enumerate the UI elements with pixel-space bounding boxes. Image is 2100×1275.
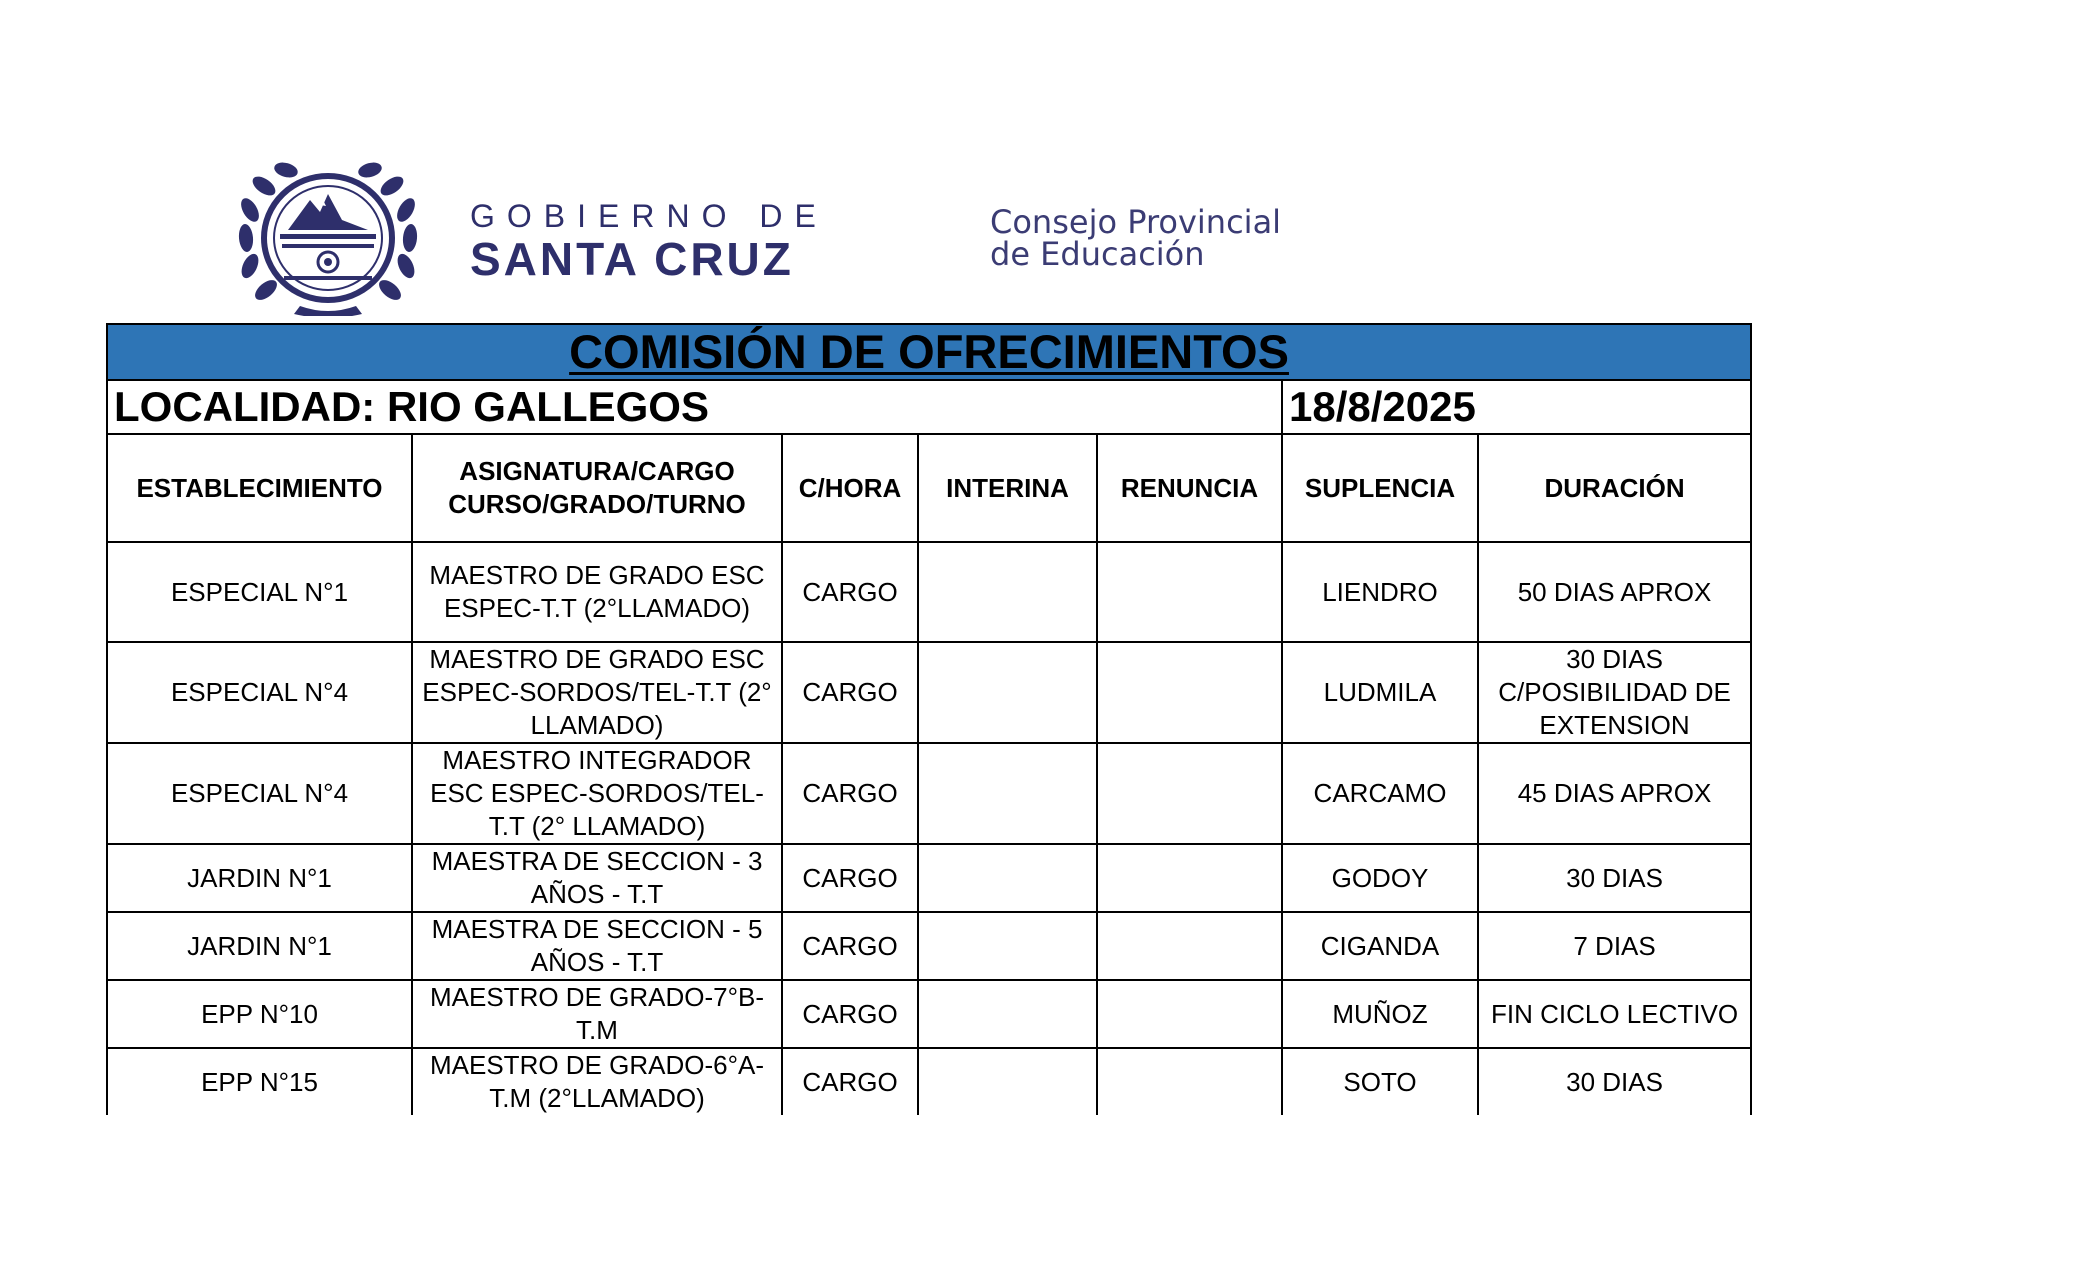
cell-renuncia [1097, 1048, 1282, 1115]
cell-interina [918, 912, 1097, 980]
cell-establecimiento: ESPECIAL N°4 [107, 642, 412, 743]
offer-date: 18/8/2025 [1282, 380, 1751, 434]
cell-establecimiento: ESPECIAL N°4 [107, 743, 412, 844]
offers-sheet [106, 323, 1750, 1115]
cell-asignatura: MAESTRO DE GRADO-7°B-T.M [412, 980, 782, 1048]
cell-interina [918, 844, 1097, 912]
table-row [107, 844, 1751, 912]
cell-duracion: 30 DIAS [1478, 844, 1751, 912]
cell-duracion: 45 DIAS APROX [1478, 743, 1751, 844]
cell-chora: CARGO [782, 980, 918, 1048]
cell-renuncia [1097, 542, 1282, 642]
cell-chora: CARGO [782, 743, 918, 844]
document-header [230, 160, 1430, 320]
title-cell [107, 324, 1751, 380]
government-logo-line1: GOBIERNO DE [470, 198, 828, 234]
cell-establecimiento: ESPECIAL N°1 [107, 542, 412, 642]
government-logo [470, 198, 828, 285]
cell-duracion: 7 DIAS [1478, 912, 1751, 980]
cell-establecimiento: JARDIN N°1 [107, 912, 412, 980]
locality-row [107, 380, 1751, 434]
column-header: ASIGNATURA/CARGO CURSO/GRADO/TURNO [412, 434, 782, 542]
cell-asignatura: MAESTRO INTEGRADOR ESC ESPEC-SORDOS/TEL-T.T (2° LLAMADO) [412, 743, 782, 844]
column-header: RENUNCIA [1097, 434, 1282, 542]
cell-interina [918, 980, 1097, 1048]
locality-label: LOCALIDAD: RIO GALLEGOS [107, 380, 1282, 434]
council-logo-line1: Consejo Provincial [990, 203, 1282, 241]
cell-suplencia: MUÑOZ [1282, 980, 1478, 1048]
government-logo-line2: SANTA CRUZ [470, 233, 794, 285]
education-council-logo [990, 203, 1282, 273]
cell-asignatura: MAESTRA DE SECCION - 5 AÑOS - T.T [412, 912, 782, 980]
provincial-seal-icon [230, 160, 426, 316]
cell-suplencia: CARCAMO [1282, 743, 1478, 844]
offers-table [106, 323, 1752, 1115]
cell-chora: CARGO [782, 542, 918, 642]
column-header: ESTABLECIMIENTO [107, 434, 412, 542]
sheet-title: COMISIÓN DE OFRECIMIENTOS [569, 325, 1289, 378]
cell-interina [918, 642, 1097, 743]
title-row [107, 324, 1751, 380]
column-header: SUPLENCIA [1282, 434, 1478, 542]
table-row [107, 642, 1751, 743]
column-header: DURACIÓN [1478, 434, 1751, 542]
cell-renuncia [1097, 912, 1282, 980]
cell-interina [918, 743, 1097, 844]
cell-suplencia: SOTO [1282, 1048, 1478, 1115]
cell-renuncia [1097, 844, 1282, 912]
cell-asignatura: MAESTRO DE GRADO ESC ESPEC-SORDOS/TEL-T.T (2° LLAMADO) [412, 642, 782, 743]
cell-suplencia: GODOY [1282, 844, 1478, 912]
table-row [107, 743, 1751, 844]
cell-interina [918, 1048, 1097, 1115]
cell-chora: CARGO [782, 1048, 918, 1115]
table-row [107, 542, 1751, 642]
cell-suplencia: CIGANDA [1282, 912, 1478, 980]
cell-asignatura: MAESTRO DE GRADO-6°A-T.M (2°LLAMADO) [412, 1048, 782, 1115]
cell-chora: CARGO [782, 642, 918, 743]
cell-duracion: 30 DIAS C/POSIBILIDAD DE EXTENSION [1478, 642, 1751, 743]
cell-renuncia [1097, 743, 1282, 844]
table-row [107, 980, 1751, 1048]
table-row [107, 912, 1751, 980]
cell-suplencia: LIENDRO [1282, 542, 1478, 642]
cell-duracion: FIN CICLO LECTIVO [1478, 980, 1751, 1048]
cell-duracion: 50 DIAS APROX [1478, 542, 1751, 642]
cell-establecimiento: EPP N°10 [107, 980, 412, 1048]
cell-establecimiento: EPP N°15 [107, 1048, 412, 1115]
cell-renuncia [1097, 980, 1282, 1048]
cell-renuncia [1097, 642, 1282, 743]
cell-establecimiento: JARDIN N°1 [107, 844, 412, 912]
cell-chora: CARGO [782, 912, 918, 980]
table-row [107, 1048, 1751, 1115]
column-header: C/HORA [782, 434, 918, 542]
cell-duracion: 30 DIAS [1478, 1048, 1751, 1115]
column-header: INTERINA [918, 434, 1097, 542]
cell-interina [918, 542, 1097, 642]
cell-asignatura: MAESTRA DE SECCION - 3 AÑOS - T.T [412, 844, 782, 912]
cell-asignatura: MAESTRO DE GRADO ESC ESPEC-T.T (2°LLAMADO) [412, 542, 782, 642]
cell-chora: CARGO [782, 844, 918, 912]
council-logo-line2: de Educación [990, 235, 1205, 273]
cell-suplencia: LUDMILA [1282, 642, 1478, 743]
column-header-row [107, 434, 1751, 542]
